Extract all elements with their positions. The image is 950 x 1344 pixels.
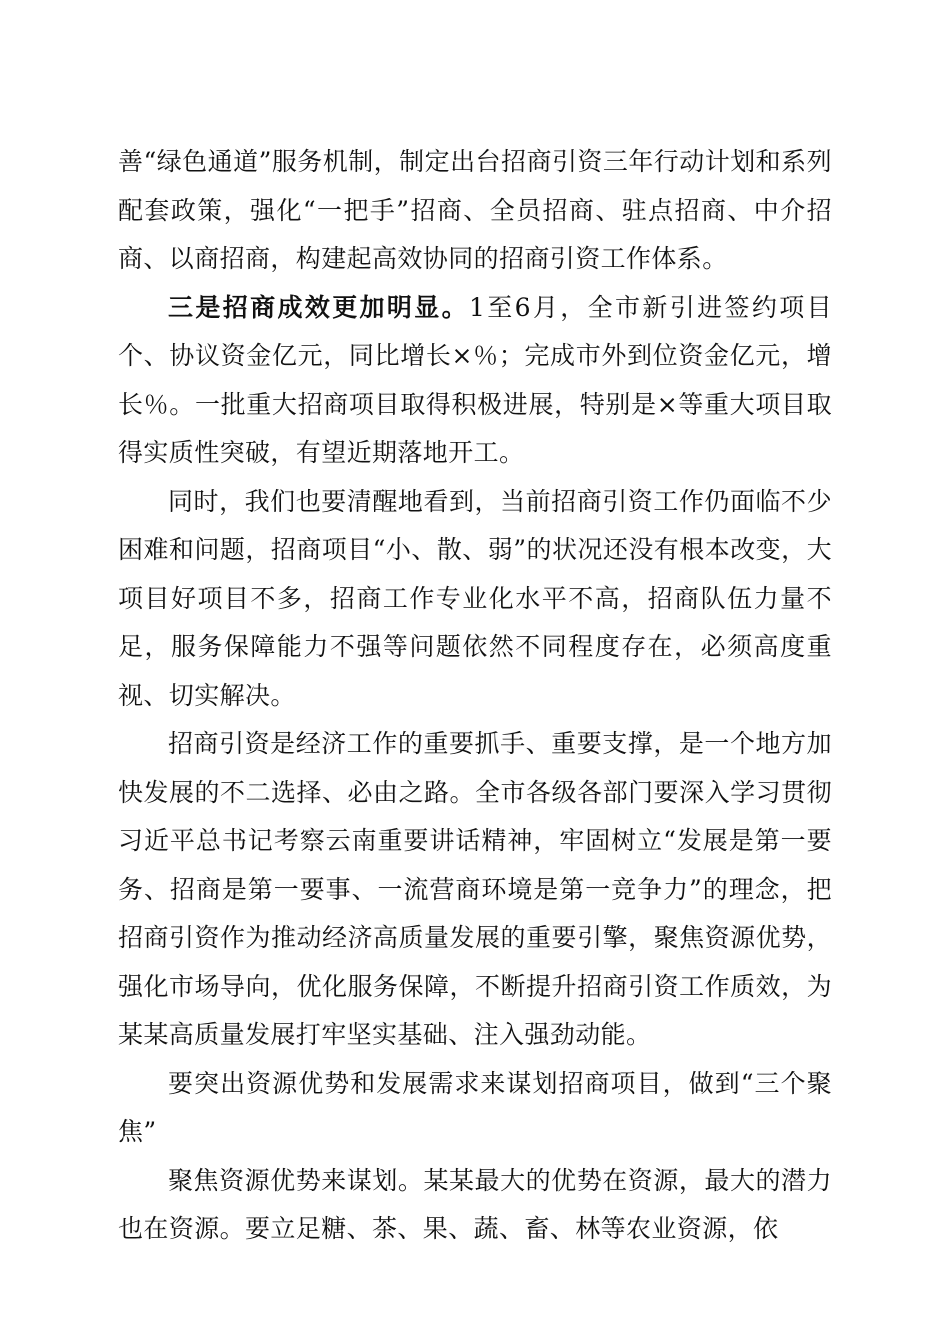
paragraph-lead-heading: 三是招商成效更加明显。 [168, 292, 470, 322]
paragraph-three-focus-heading: 要突出资源优势和发展需求来谋划招商项目，做到“三个聚焦” [118, 1068, 832, 1146]
paragraph-resource-focus: 聚焦资源优势来谋划。某某最大的优势在资源，最大的潜力也在资源。要立足糖、茶、果、蔬、畜、林等农业资源，依 [118, 1165, 832, 1243]
paragraph-importance: 招商引资是经济工作的重要抓手、重要支撑，是一个地方加快发展的不二选择、必由之路。全市各级各部门要深入学习贯彻习近平总书记考察云南重要讲话精神，牢固树立“发展是第一要务、招商是第一要事、一流营商环境是第一竞争力”的理念，把招商引资作为推动经济高质量发展的重要引擎，聚焦资源优势，强化市场导向，优化服务保障，不断提升招商引资工作质效，为某某高质量发展打牢坚实基础、注入强劲动能。 [118, 729, 832, 1049]
paragraph-problems: 同时，我们也要清醒地看到，当前招商引资工作仍面临不少困难和问题，招商项目“小、散、弱”的状况还没有根本改变，大项目好项目不多，招商工作专业化水平不高，招商队伍力量不足，服务保障能力不强等问题依然不同程度存在，必须高度重视、切实解决。 [118, 486, 832, 710]
paragraph-investment-results [118, 284, 832, 478]
document-body [118, 138, 832, 1254]
paragraph-body-text: 1至6月，全市新引进签约项目个、协议资金亿元，同比增长×％；完成市外到位资金亿元，增长％。一批重大招商项目取得积极进展，特别是×等重大项目取得实质性突破，有望近期落地开工。 [118, 292, 832, 467]
paragraph-green-channel: 善“绿色通道”服务机制，制定出台招商引资三年行动计划和系列配套政策，强化“一把手”招商、全员招商、驻点招商、中介招商、以商招商，构建起高效协同的招商引资工作体系。 [118, 147, 832, 273]
